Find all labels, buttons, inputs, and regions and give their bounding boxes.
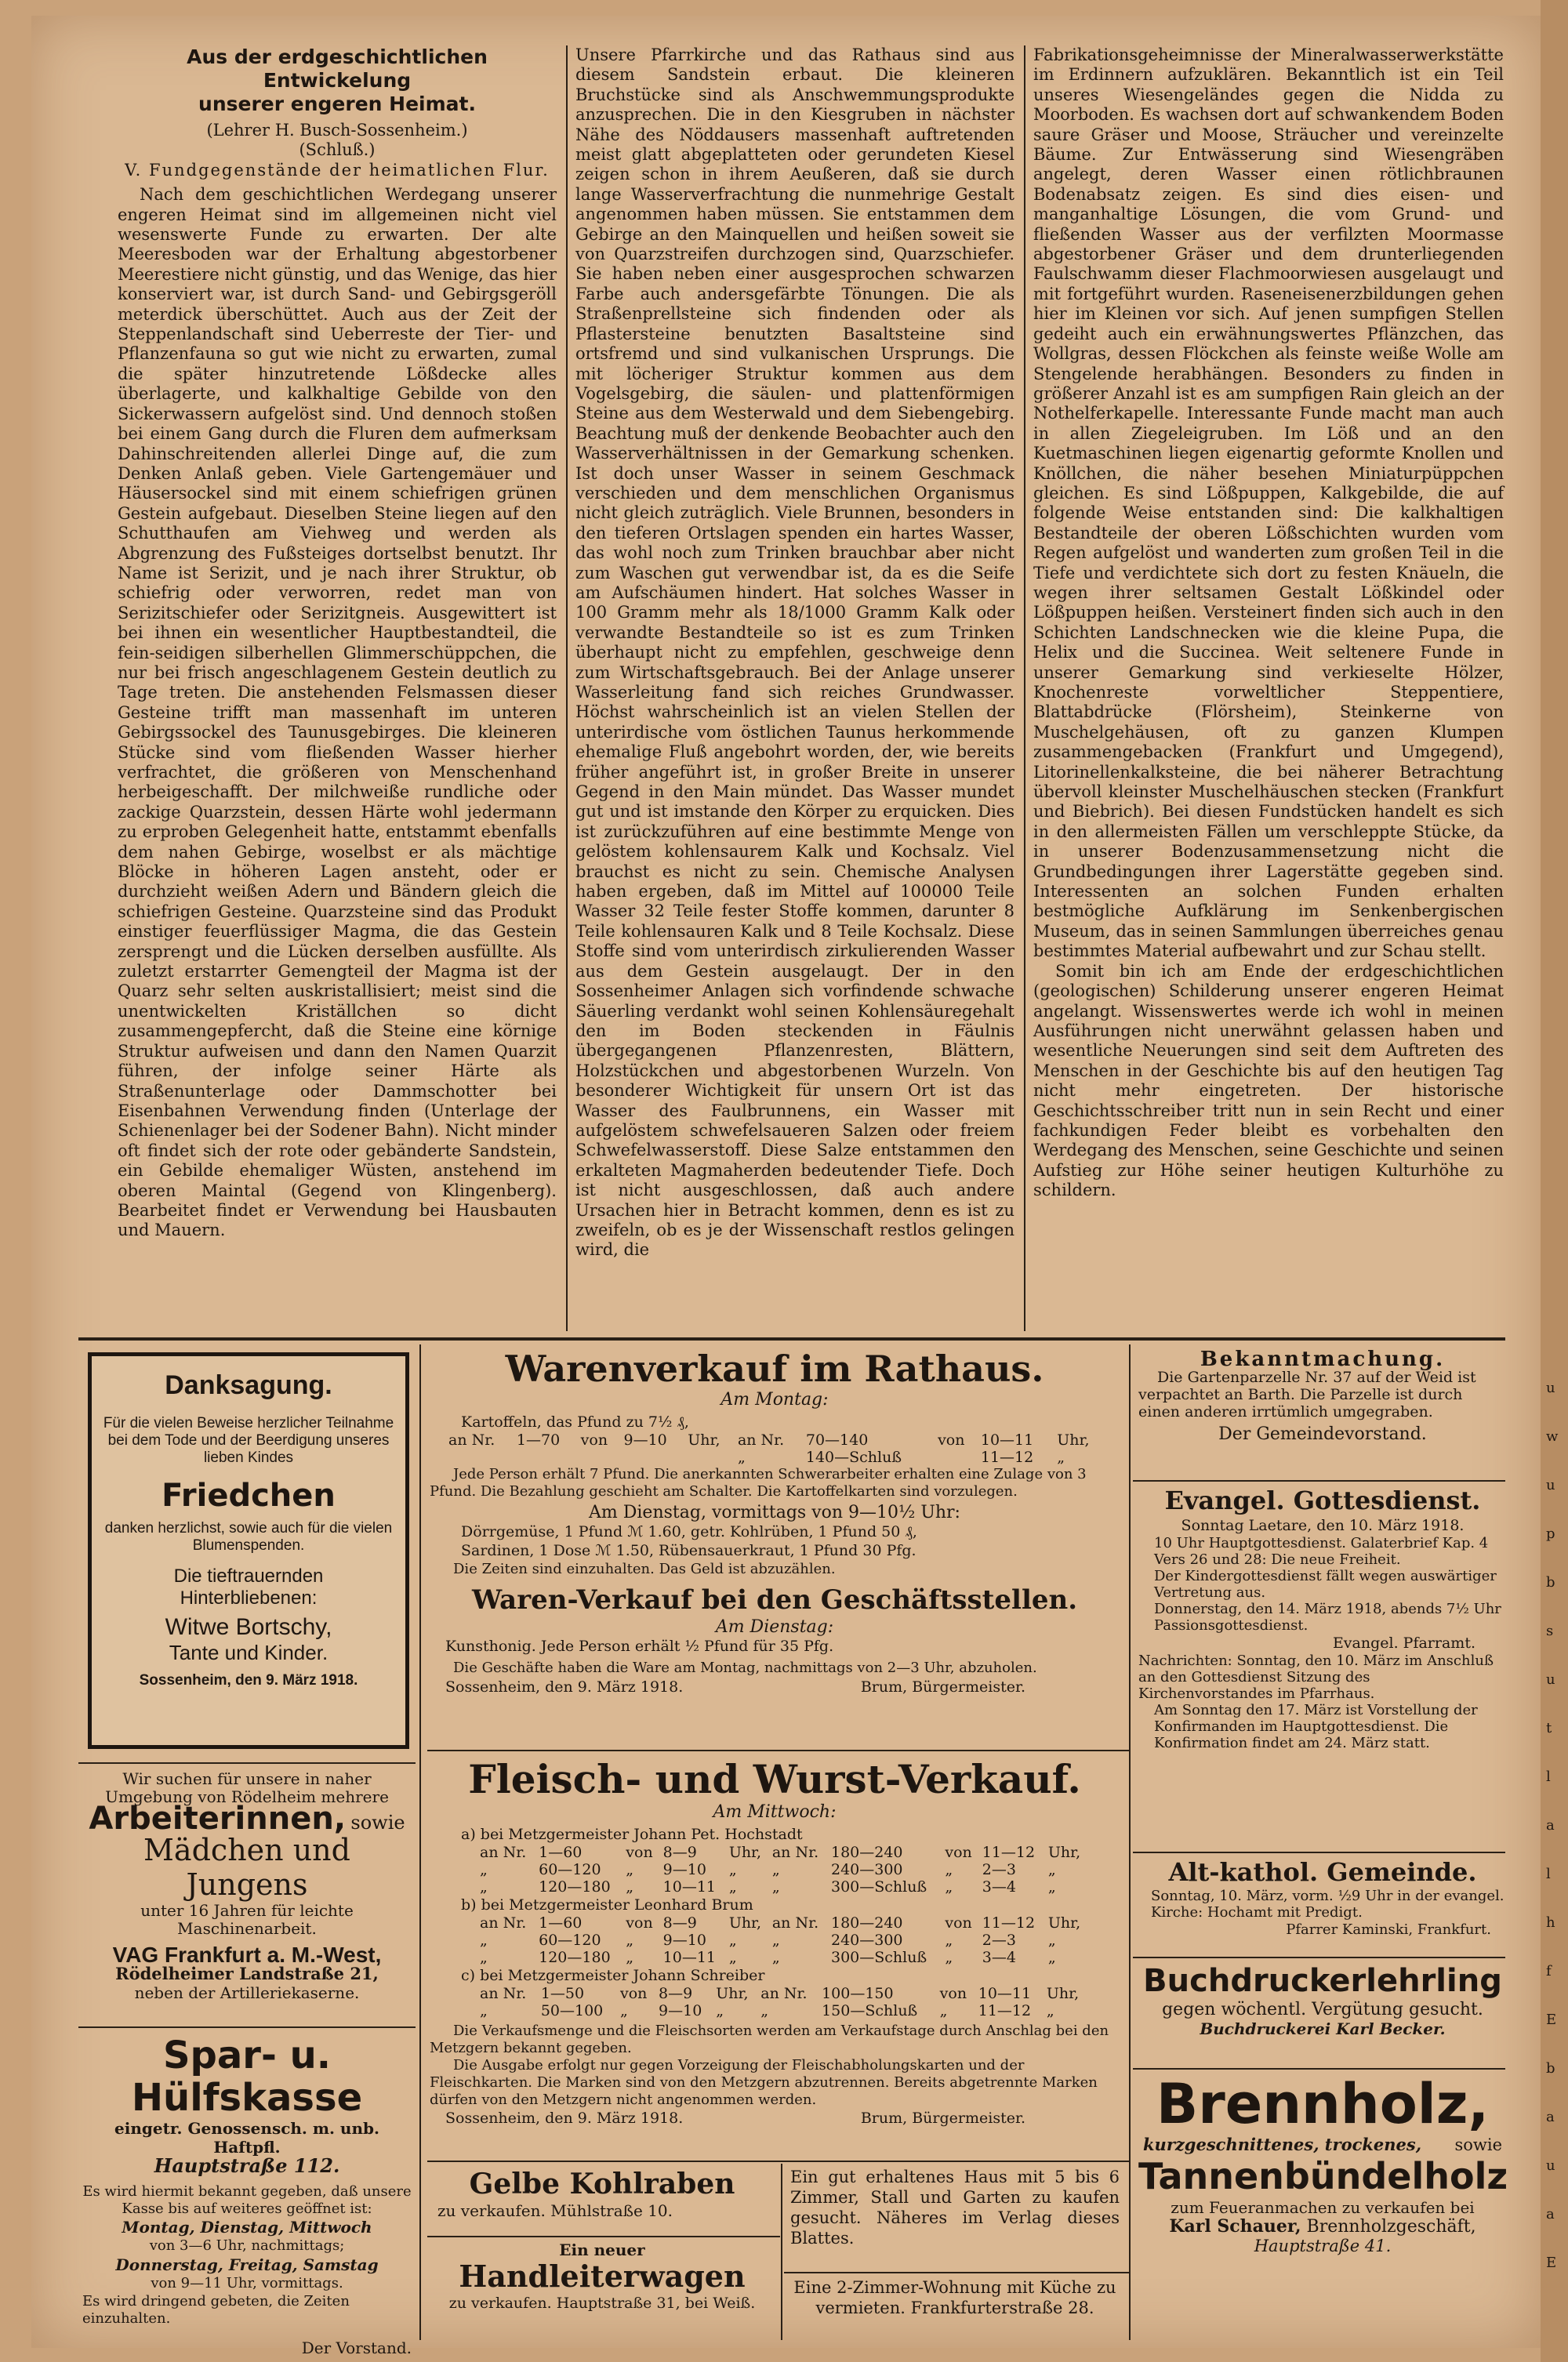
- warenverkauf-day2: Am Dienstag, vormittags von 9—10½ Uhr:: [589, 1503, 960, 1522]
- haus-text: Ein gut erhaltenes Haus mit 5 bis 6 Zimmer, Stall und Garten zu kaufen gesucht. Näheres im Verlag dieses Blattes.: [790, 2168, 1120, 2248]
- edge-letter: f: [1546, 1963, 1552, 1979]
- column-divider: [781, 2164, 782, 2340]
- brennholz-sowie: sowie: [1454, 2135, 1502, 2154]
- column-divider: [1129, 1344, 1131, 2340]
- butcher-label: b) bei Metzgermeister Leonhard Brum: [461, 1896, 753, 1914]
- altkathol-title: Alt-kathol. Gemeinde.: [1168, 1857, 1477, 1887]
- bekanntmachung-text: Die Gartenparzelle Nr. 37 auf der Weid ist verpachtet an Barth. Die Parzelle ist durch einen anderen irrtümlich umgegraben.: [1138, 1369, 1476, 1420]
- ad-divider: [427, 2161, 1129, 2162]
- article-column-2: [575, 45, 1014, 1261]
- ad-divider: [427, 1750, 1129, 1751]
- butcher-label: a) bei Metzgermeister Johann Pet. Hochstadt: [461, 1826, 803, 1843]
- evangel-konfirmation: Am Sonntag den 17. März ist Vorstellung der Konfirmanden im Hauptgottesdienst. Die Konfirmation findet am 24. März statt.: [1154, 1702, 1478, 1751]
- fleisch-note2: Die Ausgabe erfolgt nur gegen Vorzeigung der Fleischabholungskarten und der Fleischkarten. Die Marken sind von den Metzgern abzutrennen. Bereits abgetrennte Marken dürfen von den Metzgern nicht angenommen werden.: [430, 2057, 1098, 2108]
- sparkasse-days2: Donnerstag, Freitag, Samstag: [115, 2255, 379, 2274]
- evangel-date: Sonntag Laetare, den 10. März 1918.: [1181, 1517, 1465, 1534]
- warenverkauf-kartoffeln: Kartoffeln, das Pfund zu 7½ ₰,: [461, 1413, 689, 1431]
- table-row: an Nr. 1—60 von 8—9 Uhr, an Nr. 180—240 von 11—12 Uhr,: [480, 1844, 1081, 1861]
- edge-letter: l: [1546, 1866, 1551, 1882]
- bekanntmachung-ad: [1138, 1350, 1507, 1444]
- warenverkauf-place-date: Sossenheim, den 9. März 1918.: [445, 1678, 684, 1696]
- kohlraben-text: zu verkaufen. Mühlstraße 10.: [437, 2201, 673, 2220]
- wohnung-text: Eine 2-Zimmer-Wohnung mit Küche zu vermieten. Frankfurterstraße 28.: [793, 2278, 1116, 2317]
- haus-ad: [790, 2167, 1120, 2248]
- fleisch-place-date: Sossenheim, den 9. März 1918.: [445, 2110, 684, 2127]
- warenverkauf-note1: Jede Person erhält 7 Pfund. Die anerkannten Schwerarbeiter erhalten eine Zulage von 3 Pfund. Die Bezahlung geschieht am Schalter. Die Kartoffelkarten sind vorzulegen.: [430, 1466, 1087, 1500]
- bekanntmachung-title: Bekanntmachung.: [1200, 1348, 1446, 1371]
- buchdrucker-ad: [1138, 1961, 1507, 2038]
- sparkasse-time2: von 9—11 Uhr, vormittags.: [151, 2275, 343, 2291]
- butcher-label: c) bei Metzgermeister Johann Schreiber: [461, 1967, 765, 1984]
- geschaeftsstellen-note: Die Geschäfte haben die Ware am Montag, nachmittags von 2—3 Uhr, abzuholen.: [453, 1660, 1037, 1676]
- warenverkauf-signer: Brum, Bürgermeister.: [860, 1678, 1025, 1696]
- tannenbuendelholz-title: Tannenbündelholz: [1138, 2155, 1508, 2197]
- edge-letter: a: [1546, 1817, 1555, 1834]
- danksagung-name: Friedchen: [162, 1478, 336, 1514]
- table-row: „ 120—180 „ 10—11 „ „ 300—Schluß „ 3—4 „: [480, 1878, 1056, 1896]
- buchdrucker-sign: Buchdruckerei Karl Becker.: [1200, 2019, 1446, 2038]
- brennholz-text: kurzgeschnittenes, trockenes,: [1143, 2135, 1422, 2154]
- evangel-nachrichten: Nachrichten: Sonntag, den 10. März im Anschluß an den Gottesdienst Sitzung des Kirchenvorstandes im Pfarrhaus.: [1138, 1653, 1494, 1702]
- handleiter-pre: Ein neuer: [559, 2240, 645, 2259]
- edge-letter: a: [1546, 2206, 1555, 2222]
- sparkasse-title: Spar- u. Hülfskasse: [131, 2034, 363, 2120]
- table-row: an Nr. 1—60 von 8—9 Uhr, an Nr. 180—240 von 11—12 Uhr,: [480, 1914, 1081, 1932]
- vag-company: VAG Frankfurt a. M.-West,: [112, 1943, 382, 1967]
- edge-letter: u: [1546, 1380, 1555, 1396]
- fleisch-note1: Die Verkaufsmenge und die Fleischsorten werden am Verkaufstage durch Anschlag bei den Metzgern bekannt gegeben.: [430, 2023, 1109, 2056]
- warenverkauf-items2a: Dörrgemüse, 1 Pfund ℳ 1.60, getr. Kohlrüben, 1 Pfund 50 ₰,: [461, 1523, 917, 1540]
- butcher-schedule: [477, 1844, 1088, 1896]
- article-paragraph: Unsere Pfarrkirche und das Rathaus sind aus diesem Sandstein erbaut. Die kleineren Bruchstücke sind als Anschwemmungsprodukte anzusprechen. Die in den Kiesgruben in nächster Nähe des Nöddausers massenhaft auftretenden meist glatt abgeplatteten oder gerundeten Kiesel zeigen schon in ihrem Aeußeren, daß sie durch lange Wasserverfrachtung die nunmehrige Gestalt angenommen haben müssen. Sie entstammen dem Gebirge an den Mainquellen und heißen soweit sie von Quarzstreifen durchzogen sind, Quarzschiefer. Sie haben neben einer ausgesprochen schwarzen Farbe auch andersgefärbte Tönungen. Die als Straßenprellsteine sich findenden oder als Pflastersteine benutzten Basaltsteine sind ortsfremd und sind vulkanischen Ursprungs. Die mit löcheriger Struktur kommen aus dem Vogelsgebirg, die säulen- und plattenförmigen Steine aus dem Westerwald und dem Siebengebirg. Beachtung muß der denkende Beobachter auch den Wasserverhältnissen in der Gemarkung schenken. Ist doch unser Wasser in seinem Geschmack verschieden und dem menschlichen Organismus nicht gleich zuträglich. Viele Brunnen, besonders in den tieferen Ortslagen spenden ein hartes Wasser, das wohl noch zum Trinken brauchbar aber nicht zum Waschen gut verwendbar ist, da es die Seife am Aufschäumen hindert. Hat solches Wasser in 100 Gramm mehr als 18/1000 Gramm Kalk oder verwandte Bestandteile so ist es zum Trinken überhaupt nicht zu empfehlen, geschweige denn zum Wirtschaftsgebrauch. Bei der Anlage unserer Wasserleitung fand sich reiches Grundwasser. Höchst wahrscheinlich ist an vielen Stellen der unterirdische vom östlichen Taunus herkommende ehemalige Fluß angebohrt worden, der, wie bereits früher angeführt ist, in großer Breite in unserer Gegend in den Main mündet. Das Wasser mundet gut und ist imstande den Körper zu erquicken. Dies ist zurückzuführen auf eine bestimmte Menge von gelöstem kohlensaurem Kalk und Kochsalz. Viel brauchst es nicht zu sein. Chemische Analysen haben ergeben, daß im Mittel auf 100000 Teile Wasser 32 Teile fester Stoffe kommen, darunter 8 Teile kohlensauren Kalk und 8 Teile Kochsalz. Diese Stoffe sind vom unterirdisch zirkulierenden Wasser aus dem Gestein ausgelaugt. Der in den Sossenheimer Anlagen sich vorfindende schwache Säuerling verdankt wohl seinen Kohlensäuregehalt den im Boden steckenden in Fäulnis übergegangenen Pflanzenresten, Blättern, Holzstückchen und abgestorbenen Wurzeln. Von besonderer Wichtigkeit für unsern Ort ist das Wasser des Faulbrunnens, ein Wasser mit aufgelöstem schwefelsaueren Salzen oder freiem Schwefelwasserstoff. Diese Salze entstammen den erkalteten Magmaherden bedeutender Tiefe. Doch ist nicht ausgeschlossen, daß auch andere Ursachen hier in Betracht kommen, denn es ist zu zweifeln, ob es je der Wissenschaft restlos gelingen wird, die: [575, 45, 1014, 1260]
- ad-divider: [784, 2272, 1129, 2273]
- sparkasse-days1: Montag, Dienstag, Mittwoch: [122, 2218, 372, 2237]
- brennholz-name2: Brennholzgeschäft,: [1306, 2217, 1476, 2237]
- edge-letter: s: [1546, 1623, 1554, 1639]
- buchdrucker-title: Buchdruckerlehrling: [1143, 1963, 1502, 1999]
- fleisch-wurst-ad: [430, 1756, 1120, 2128]
- evangel-service: 10 Uhr Hauptgottesdienst. Galaterbrief Kap. 4 Vers 26 und 28: Die neue Freiheit.: [1154, 1535, 1489, 1568]
- brennholz-title: Brennholz,: [1156, 2072, 1490, 2136]
- sparkasse-note: Es wird dringend gebeten, die Zeiten einzuhalten.: [82, 2293, 350, 2327]
- kartoffel-schedule: [445, 1431, 1104, 1466]
- edge-letter: u: [1546, 1671, 1555, 1688]
- vag-maedchen-jungens: Mädchen und Jungens: [143, 1833, 350, 1902]
- handleiterwagen-ad: [430, 2240, 775, 2313]
- butcher-schedule: [477, 1985, 1088, 2019]
- table-row: an Nr. 1—50 von 8—9 Uhr, an Nr. 100—150 von 10—11 Uhr,: [480, 1985, 1080, 2002]
- danksagung-date: Sossenheim, den 9. März 1918.: [139, 1672, 358, 1689]
- kohlraben-title: Gelbe Kohlraben: [469, 2168, 735, 2201]
- edge-letter: u: [1546, 1477, 1555, 1493]
- table-row: „ 60—120 „ 9—10 „ „ 240—300 „ 2—3 „: [480, 1932, 1056, 1949]
- brennholz-ad: [1138, 2073, 1507, 2255]
- edge-letter: w: [1546, 1428, 1559, 1445]
- column-divider: [419, 1344, 421, 2340]
- warenverkauf-title: Warenverkauf im Rathaus.: [505, 1348, 1044, 1390]
- ad-divider: [427, 2236, 780, 2237]
- bekanntmachung-sign: Der Gemeindevorstand.: [1218, 1424, 1427, 1444]
- brennholz-address: Hauptstraße 41.: [1254, 2237, 1392, 2255]
- ad-divider: [1133, 1480, 1505, 1482]
- edge-letter: h: [1546, 1914, 1555, 1931]
- evangel-kindergottesdienst: Der Kindergottesdienst fällt wegen auswärtiger Vertretung aus.: [1154, 1568, 1497, 1601]
- edge-letter: a: [1546, 2109, 1555, 2125]
- vag-job-ad: [82, 1770, 412, 2002]
- edge-letter: t: [1546, 1720, 1552, 1736]
- edge-letter: l: [1546, 1769, 1551, 1785]
- article-paragraph: Fabrikationsgeheimnisse der Mineralwasserwerkstätte im Erdinnern aufzuklären. Bekanntlich ist ein Teil unseres Wiesengeländes gegen die Nidda zu Moorboden. Es wachsen dort auf schwankendem Boden saure Gräser und Moose, Sträucher und vereinzelte Bäume. Zur Entwässerung sind Wiesengräben angelegt, deren Wasser einen rötlichbraunen Bodenabsatz zeigen. Es sind dies eisen- und manganhaltige Lösungen, die vom Grund- und fließenden Wasser aus der verfilzten Moormasse abgestorbener Gräser und dem drunterliegenden Faulschwamm dieser Flachmoorwiesen ausgelaugt und mit fortgeführt wurden. Raseneisenerzbildungen gehen hier im Kleinen vor sich. Auf jenen sumpfigen Stellen gedeiht auch ein erwähnungswertes Pflänzchen, das Wollgras, dessen Flöckchen als feinste weiße Wolle am Stengelende herabhängen. Besonders zu finden in größerer Anzahl ist es am sumpfigen Rain gleich an der Nothelferkapelle. Interessante Funde macht man auch in allen Ziegeleigruben. Im Löß und an den Kuetmaschinen liegen eigenartig geformte Knollen und Knöllchen, die näher besehen Miniaturpüppchen gleichen. Es sind Lößpuppen, Kalkgebilde, die auf folgende Weise entstanden sind: Die kalkhaltigen Bestandteile der oberen Lößschichten wurden vom Regen aufgelöst und wanderten zum großen Teil in die Tiefe und verdichtete sich dort zu festen Knäueln, die wegen ihrer seltsamen Gestalt Lößkindel oder Lößpuppen heißen. Versteinert finden sich auch in den Schichten Landschnecken wie die kleine Pupa, die Helix und die Succinea. Weit seltenere Funde in unserer Gemarkung sind verkieselte Hölzer, Knochenreste vorweltlicher Steppentiere, Blattabdrücke (Flörsheim), Steinkerne von Muschelgehäusen, oft zu ganzen Klumpen zusammengebacken (Frankfurt und Umgegend), Litorinellenkalksteine, die bei näherer Betrachtung übervoll kleinster Muschelhäuschen stecken (Frankfurt und Biebrich). Bei diesen Fundstücken handelt es sich in den allermeisten Fällen um verschleppte Stücke, da in unserer Bodenzusammensetzung nicht die Grundbedingungen ihrer Lagerstätte gegeben sind. Interessenten an solchen Funden erhalten bestmögliche Aufklärung im Senkenbergischen Museum, das in seinen Sammlungen überreiches genau bestimmtes Material aufbewahrt und zur Schau stellt.: [1033, 45, 1504, 961]
- evangel-thursday: Donnerstag, den 14. März 1918, abends 7½ Uhr Passionsgottesdienst.: [1154, 1601, 1501, 1634]
- edge-letter: E: [1546, 2012, 1557, 2028]
- ad-divider: [1133, 2068, 1505, 2070]
- danksagung-family: Witwe Bortschy,: [165, 1614, 332, 1640]
- article-title-line2: unserer engeren Heimat.: [198, 93, 476, 115]
- vag-requirements: unter 16 Jahren für leichte Maschinenarbeit.: [140, 1901, 354, 1938]
- column-divider: [566, 45, 568, 1331]
- sparkasse-sign: Der Vorstand.: [301, 2338, 412, 2357]
- butcher-schedule: [477, 1914, 1088, 1966]
- danksagung-title: Danksagung.: [165, 1370, 332, 1400]
- danksagung-ad: [88, 1352, 409, 1749]
- ad-divider: [78, 1762, 416, 1764]
- edge-letter: u: [1546, 2157, 1555, 2174]
- warenverkauf-ad: [430, 1347, 1120, 1696]
- sparkasse-street: Hauptstraße 112.: [154, 2154, 340, 2177]
- vag-address2: neben der Artilleriekaserne.: [134, 1983, 360, 2002]
- article-column-3: [1033, 45, 1504, 1201]
- vag-address: Rödelheimer Landstraße 21,: [115, 1964, 379, 1983]
- ad-divider: [1133, 1852, 1505, 1853]
- sparkasse-time1: von 3—6 Uhr, nachmittags;: [149, 2237, 345, 2254]
- brennholz-text2: zum Feueranmachen zu verkaufen bei: [1171, 2198, 1475, 2217]
- handleiter-text: zu verkaufen. Hauptstraße 31, bei Weiß.: [448, 2295, 756, 2312]
- brennholz-name: Karl Schauer,: [1169, 2216, 1301, 2237]
- section-separator: [78, 1337, 1505, 1341]
- edge-letter: b: [1546, 1574, 1555, 1591]
- edge-letter: E: [1546, 2255, 1557, 2271]
- sparkasse-subtitle: eingetr. Genossensch. m. unb. Haftpfl.: [114, 2119, 379, 2157]
- sparkasse-text: Es wird hiermit bekannt gegeben, daß unsere Kasse bis auf weiteres geöffnet ist:: [82, 2183, 412, 2217]
- ad-divider: [1133, 1957, 1505, 1958]
- article-continuation: (Schluß.): [299, 140, 376, 160]
- ad-divider: [78, 2026, 416, 2028]
- danksagung-bereaved: Die tieftrauernden Hinterbliebenen:: [173, 1566, 324, 1609]
- buchdrucker-text: gegen wöchentl. Vergütung gesucht.: [1162, 2000, 1483, 2019]
- altkathol-ad: [1138, 1856, 1507, 1939]
- altkathol-text: Sonntag, 10. März, vorm. ½9 Uhr in der evangel. Kirche: Hochamt mit Predigt.: [1151, 1888, 1504, 1921]
- table-row: „ 60—120 „ 9—10 „ „ 240—300 „ 2—3 „: [480, 1861, 1056, 1878]
- altkathol-sign: Pfarrer Kaminski, Frankfurt.: [1286, 1921, 1491, 1938]
- warenverkauf-day1: Am Montag:: [720, 1390, 829, 1410]
- evangel-gottesdienst-ad: [1138, 1485, 1507, 1751]
- fleisch-day: Am Mittwoch:: [713, 1802, 837, 1822]
- danksagung-text: Für die vielen Beweise herzlicher Teilnahme bei dem Tode und der Beerdigung unseres lieben Kindes: [103, 1415, 394, 1466]
- geschaeftsstellen-item: Kunsthonig. Jede Person erhält ½ Pfund für 35 Pfg.: [445, 1638, 834, 1655]
- fleisch-signer: Brum, Bürgermeister.: [860, 2110, 1025, 2127]
- article-title-line1: Aus der erdgeschichtlichen Entwickelung: [187, 45, 488, 92]
- handleiter-title: Handleiterwagen: [459, 2259, 746, 2294]
- table-row: „ 120—180 „ 10—11 „ „ 300—Schluß „ 3—4 „: [480, 1949, 1056, 1966]
- vag-arbeiterinnen: Arbeiterinnen,: [89, 1801, 347, 1837]
- kohlraben-ad: [430, 2167, 775, 2220]
- danksagung-family2: Tante und Kinder.: [169, 1641, 328, 1664]
- edge-letter: b: [1546, 2060, 1555, 2077]
- next-page-edge: [1541, 0, 1568, 2362]
- geschaeftsstellen-title: Waren-Verkauf bei den Geschäftsstellen.: [471, 1584, 1078, 1616]
- warenverkauf-items2b: Sardinen, 1 Dose ℳ 1.50, Rübensauerkraut, 1 Pfund 30 Pfg.: [461, 1542, 916, 1559]
- vag-intro: Wir suchen für unsere in naher Umgebung von Rödelheim mehrere: [105, 1769, 389, 1806]
- evangel-title: Evangel. Gottesdienst.: [1164, 1486, 1481, 1515]
- article-column-1: [118, 45, 557, 1241]
- column-divider: [1024, 45, 1025, 1331]
- table-row: an Nr. 1—70 von 9—10 Uhr, an Nr. 70—140 von 10—11 Uhr,: [448, 1431, 1090, 1449]
- evangel-pfarramt: Evangel. Pfarramt.: [1332, 1635, 1475, 1652]
- danksagung-thanks: danken herzlichst, sowie auch für die vielen Blumenspenden.: [104, 1520, 393, 1554]
- vag-sowie: sowie: [350, 1812, 405, 1834]
- article-paragraph: Somit bin ich am Ende der erdgeschichtlichen (geologischen) Schilderung unserer engeren Heimat angelangt. Wissenswertes werde ich wohl in meinen Ausführungen nicht unerwähnt gelassen haben und wesentliche Neuerungen sind seit dem Auftreten des Menschen in der Geschichte bis auf den heutigen Tag nicht mehr eingetreten. Der historische Geschichtsschreiber tritt nun in sein Recht und einer fachkundigen Feder bleibt es vorbehalten den Werdegang des Menschen, seine Geschichte und seinen Aufstieg zur Höhe seiner heutigen Kulturhöhe zu schildern.: [1033, 961, 1504, 1200]
- article-section-heading: V. Fundgegenstände der heimatlichen Flur.: [125, 160, 550, 180]
- table-row: „ 50—100 „ 9—10 „ „ 150—Schluß „ 11—12 „: [480, 2002, 1054, 2019]
- article-author: (Lehrer H. Busch-Sossenheim.): [206, 121, 468, 140]
- fleisch-title: Fleisch- und Wurst-Verkauf.: [468, 1756, 1081, 1802]
- warenverkauf-note2: Die Zeiten sind einzuhalten. Das Geld ist abzuzählen.: [453, 1561, 836, 1577]
- edge-letter: p: [1546, 1526, 1555, 1542]
- article-paragraph: Nach dem geschichtlichen Werdegang unserer engeren Heimat sind im allgemeinen nicht viel wesenswerte Funde zu erwarten. Der alte Meeresboden war der Erhaltung abgestorbener Meerestiere nicht günstig, und das Wenige, das hier konserviert war, ist durch Sand- und Gebirgsgeröll meterdick überschüttet. Auch aus der Zeit der Steppenlandschaft sind Ueberreste der Tier- und Pflanzenfauna so gut wie nicht zu erwarten, zumal die später hinzutretende Lößdecke alles überlagerte, und kalkhaltige Gebilde von den Sickerwassern aufgelöst sind. Und dennoch stoßen bei einem Gang durch die Fluren dem aufmerksam Dahinschreitenden allerlei Dinge auf, die zum Denken Anlaß geben. Viele Gartengemäuer und Häusersockel sind mit einem schiefrigen grünen Gestein aufgebaut. Dieselben Steine liegen auf den Schutthaufen am Viehweg und werden als Abgrenzung des Fußsteiges dortselbst benutzt. Ihr Name ist Serizit, und je nach ihrer Struktur, ob schiefrig oder verworren, redet man von Serizitschiefer oder Serizitgneis. Ausgewittert ist bei ihnen ein wesentlicher Hauptbestandteil, die fein-seidigen silberhellen Glimmerschüppchen, die nur bei frisch angeschlagenem Gestein deutlich zu Tage treten. Die anstehenden Felsmassen dieser Gesteine trifft man massenhaft im unteren Gebirgssockel des Taunusgebirges. Die kleineren Stücke sind vom fließenden Wasser hierher verfrachtet, die größeren von Menschenhand herbeigeschafft. Der milchweiße rundliche oder zackige Quarzstein, dessen Härte wohl jedermann zu erproben Gelegenheit hatte, entstammt ebenfalls dem nahen Gebirge, woselbst er als mächtige Blöcke in höheren Lagen ansteht, oder er durchzieht weißen Adern und Bändern gleich die schiefrigen Gesteine. Quarzsteine sind das Produkt einstiger feuerflüssiger Magma, die das Gestein zersprengt und die Lücken derselben ausfüllte. Als zuletzt erstarrter Gemengteil der Magma ist der Quarz sehr selten auskristallisiert; meist sind die unentwickelten Kriställchen so dicht zusammengepfercht, daß die Steine eine körnige Struktur aufweisen und dann den Namen Quarzit führen, der infolge seiner Härte als Straßenunterlage oder Dammschotter bei Eisenbahnen Verwendung finden (Unterlage der Schienenlager bei der Sodener Bahn). Nicht minder oft findet sich der rote oder gebänderte Sandstein, ein Gebilde ehemaliger Wüsten, anstehend im oberen Maintal (Gegend von Klingenberg). Bearbeitet findet er Verwendung bei Hausbauten und Mauern.: [118, 185, 557, 1240]
- table-row: „ 140—Schluß 11—12 „: [737, 1449, 1065, 1466]
- geschaeftsstellen-day: Am Dienstag:: [715, 1617, 834, 1637]
- wohnung-ad: [790, 2277, 1120, 2318]
- sparkasse-ad: [82, 2034, 412, 2357]
